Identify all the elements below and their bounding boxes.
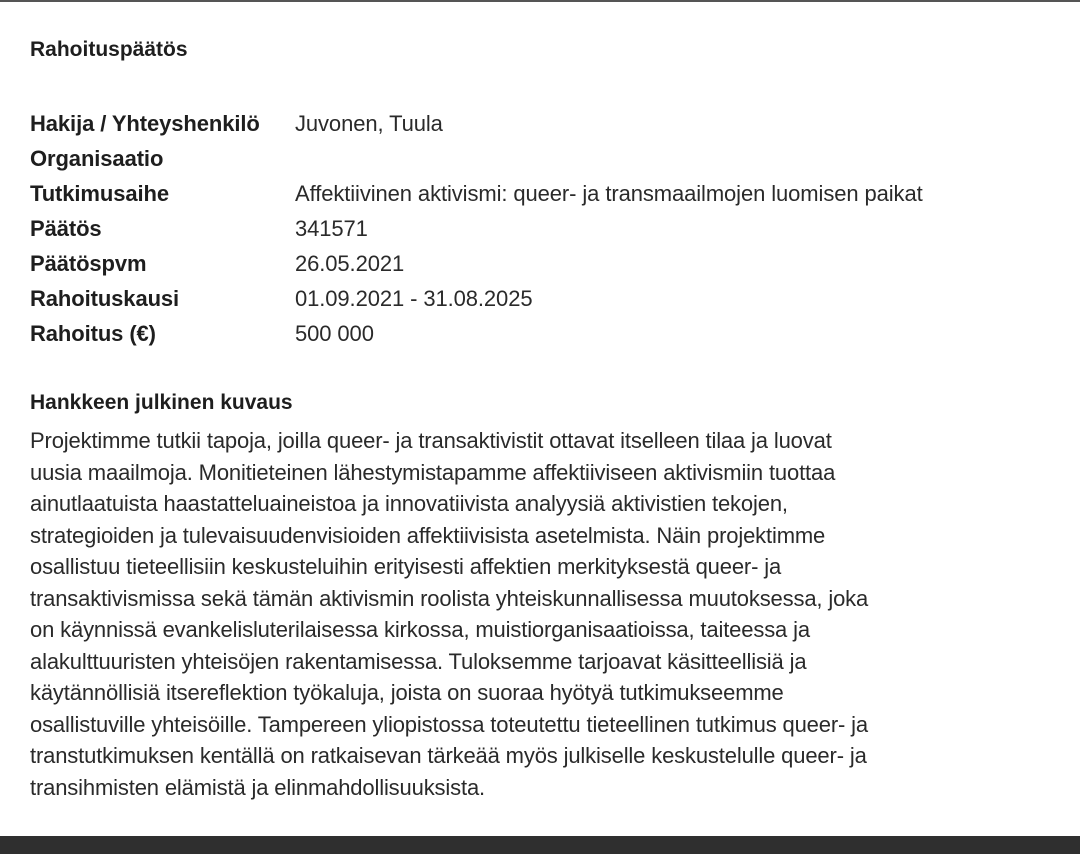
info-row-funding-amount: [30, 316, 1050, 351]
description-line: ainutlaatuista haastatteluaineistoa ja innovatiivista analyysiä aktivistien tekojen,: [30, 491, 788, 516]
description-line: Projektimme tutkii tapoja, joilla queer- ja transaktivistit ottavat itselleen tilaa ja luovat: [30, 428, 832, 453]
description-line: käytännöllisiä itsereflektion työkaluja, joista on suoraa hyötyä tutkimukseemme: [30, 680, 784, 705]
funding-decision-panel: [0, 2, 1080, 836]
funding-amount-value: 500 000: [295, 320, 374, 346]
description-line: transtutkimuksen kentällä on ratkaisevan tärkeää myös julkiselle keskustelulle queer- ja: [30, 743, 867, 768]
funding-amount-label: Rahoitus (€): [30, 320, 156, 346]
description-body: [30, 425, 1030, 803]
description-line: strategioiden ja tulevaisuudenvisioiden affektiivisista asetelmista. Näin projektimme: [30, 522, 826, 548]
funding-period-value: 01.09.2021 - 31.08.2025: [295, 285, 533, 311]
description-line: osallistuville yhteisöille. Tampereen yliopistossa toteutettu tieteellinen tutkimus queer- ja: [30, 711, 868, 737]
info-row-decision-date: [30, 246, 1050, 281]
description-line: on käynnissä evankelisluterilaisessa kirkossa, muistiorganisaatioissa, taiteessa ja: [30, 617, 810, 642]
page-title: Rahoituspäätös: [30, 38, 188, 61]
description-line: transaktivismissa sekä tämän aktivismin roolista yhteiskunnallisessa muutoksessa, joka: [30, 585, 869, 611]
applicant-value: Juvonen, Tuula: [295, 110, 443, 136]
decision-date-value: 26.05.2021: [295, 250, 405, 276]
funding-period-label: Rahoituskausi: [30, 285, 180, 311]
decision-label: Päätös: [30, 215, 102, 241]
decision-date-label: Päätöspvm: [30, 250, 147, 276]
decision-value: 341571: [295, 215, 368, 241]
description-line: alakulttuuristen yhteisöjen rakentamisessa. Tuloksemme tarjoavat käsitteellisiä ja: [30, 648, 807, 674]
info-row-decision: [30, 211, 1050, 246]
topic-value: Affektiivinen aktivismi: queer- ja transmaailmojen luomisen paikat: [295, 180, 923, 206]
info-row-organisation: [30, 141, 1050, 176]
info-row-topic: [30, 176, 1050, 211]
info-row-applicant: [30, 106, 1050, 141]
description-line: transihmisten elämistä ja elinmahdollisuuksista.: [30, 774, 486, 800]
bottom-bar: [0, 836, 1080, 854]
description-heading: Hankkeen julkinen kuvaus: [30, 391, 293, 414]
info-row-funding-period: [30, 281, 1050, 316]
info-table: [30, 106, 1050, 351]
applicant-label: Hakija / Yhteyshenkilö: [30, 110, 260, 136]
organisation-label: Organisaatio: [30, 145, 164, 171]
description-line: uusia maailmoja. Monitieteinen lähestymistapamme affektiiviseen aktivismiin tuottaa: [30, 459, 836, 485]
description-line: osallistuu tieteellisiin keskusteluihin erityisesti affektien merkityksestä queer- ja: [30, 554, 782, 579]
topic-label: Tutkimusaihe: [30, 180, 169, 206]
